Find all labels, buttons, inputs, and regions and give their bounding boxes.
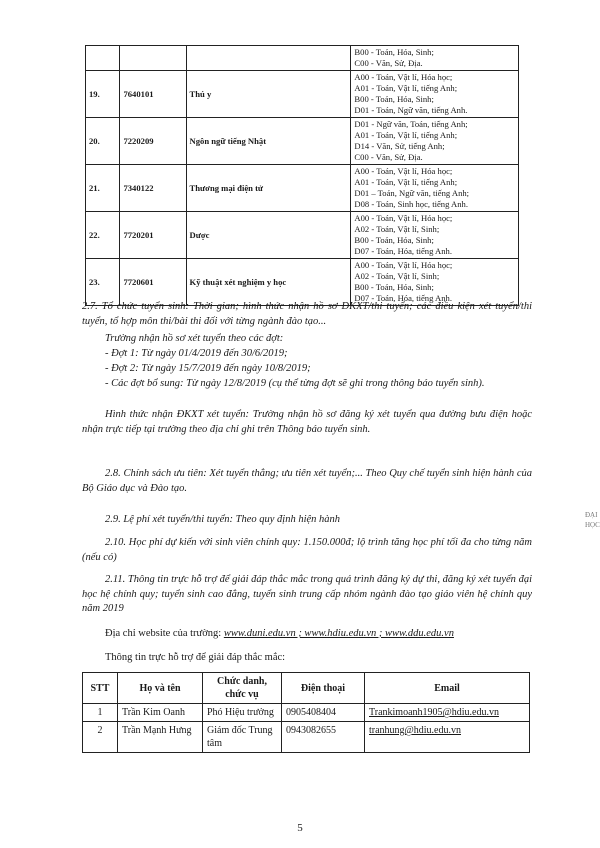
major-stt: 19. [86,71,120,118]
major-row [86,118,519,165]
major-code: 7720601 [120,259,186,306]
contact-stt: 2 [83,722,118,753]
subject-combination: A00 - Toán, Vật lí, Hóa học; [354,166,453,176]
section-2-8: 2.8. Chính sách ưu tiên: Xét tuyển thẳng; ưu tiên xét tuyển;... Theo Quy chế tuyển sinh hiện hành của Bộ Giáo dục và Đào tạo. [82,468,532,494]
header-name: Họ và tên [118,673,203,704]
section-2-9: 2.9. Lệ phí xét tuyển/thi tuyển: Theo quy định hiện hành [105,514,341,525]
major-name: Thương mại điện tử [186,165,351,212]
website-line [82,627,532,642]
contacts-header-row [83,673,530,704]
subject-combination: A02 - Toán, Vật lí, Sinh; [354,271,440,281]
header-position: Chức danh, chức vụ [203,673,282,704]
major-code: 7640101 [120,71,186,118]
subject-combination: B00 - Toán, Hóa, Sinh; [354,47,434,57]
subject-combination: B00 - Toán, Hóa, Sinh; [354,282,434,292]
subject-combination: C00 - Văn, Sử, Địa. [354,58,423,68]
contact-position: Phó Hiệu trưởng [203,704,282,722]
subject-combination: A01 - Toán, Vật lí, tiếng Anh; [354,130,458,140]
contact-name: Trần Mạnh Hưng [118,722,203,753]
subject-combination: A01 - Toán, Vật lí, tiếng Anh; [354,83,458,93]
major-name: Ngôn ngữ tiếng Nhật [186,118,351,165]
majors-table [85,45,519,306]
contacts-table [82,672,530,753]
major-combinations [351,212,519,259]
major-combinations [351,118,519,165]
intake-round-extra: - Các đợt bổ sung: Từ ngày 12/8/2019 (cụ thể từng đợt sẽ ghi trong thông báo tuyển sinh). [105,378,485,389]
contact-stt: 1 [83,704,118,722]
major-code: 7340122 [120,165,186,212]
application-method: Hình thức nhận ĐKXT xét tuyển: Trường nhận hồ sơ đăng ký xét tuyển qua đường bưu điện hoặc nhận trực tiếp tại trường theo địa chỉ ghi trên Thông báo tuyển sinh. [82,409,532,435]
major-combinations [351,46,519,71]
subject-combination: D07 - Toán, Hóa, tiếng Anh. [354,246,452,256]
major-code [120,46,186,71]
subject-combination: B00 - Toán, Hóa, Sinh; [354,235,434,245]
major-name: Kỹ thuật xét nghiệm y học [186,259,351,306]
support-label: Thông tin trực hỗ trợ để giải đáp thắc mắc: [105,652,286,663]
major-stt: 20. [86,118,120,165]
contact-row [83,704,530,722]
subject-combination: B00 - Toán, Hóa, Sinh; [354,94,434,104]
subject-combination: D01 – Toán, Ngữ văn, tiếng Anh; [354,188,470,198]
header-stt: STT [83,673,118,704]
header-phone: Điện thoại [282,673,365,704]
subject-combination: D01 - Toán, Ngữ văn, tiếng Anh. [354,105,468,115]
major-stt: 21. [86,165,120,212]
contact-email[interactable]: tranhung@hdiu.edu.vn [365,722,530,753]
major-stt [86,46,120,71]
contact-name: Trần Kim Oanh [118,704,203,722]
subject-combination: A00 - Toán, Vật lí, Hóa học; [354,213,453,223]
margin-annotation: ĐẠI HỌC [585,511,600,529]
contact-phone: 0943082655 [282,722,365,753]
major-row [86,71,519,118]
subject-combination: D08 - Toán, Sinh học, tiếng Anh. [354,199,468,209]
major-row [86,259,519,306]
major-name [186,46,351,71]
subject-combination: D07 - Toán, Hóa, tiếng Anh. [354,293,452,303]
major-row [86,46,519,71]
contact-row [83,722,530,753]
major-combinations [351,71,519,118]
subject-combination: A00 - Toán, Vật lí, Hóa học; [354,260,453,270]
major-stt: 22. [86,212,120,259]
major-code: 7220209 [120,118,186,165]
major-combinations [351,259,519,306]
major-combinations [351,165,519,212]
intake-round-1: - Đợt 1: Từ ngày 01/4/2019 đến 30/6/2019; [105,348,288,359]
subject-combination: A01 - Toán, Vật lí, tiếng Anh; [354,177,458,187]
subject-combination: C00 - Văn, Sử, Địa. [354,152,423,162]
subject-combination: D01 - Ngữ văn, Toán, tiếng Anh; [354,119,468,129]
section-2-10: 2.10. Học phí dự kiến với sinh viên chính quy: 1.150.000đ; lộ trình tăng học phí tối đa cho từng năm (nếu có) [82,537,532,563]
contact-position: Giám đốc Trung tâm [203,722,282,753]
major-name: Dược [186,212,351,259]
major-name: Thú y [186,71,351,118]
subject-combination: A00 - Toán, Vật lí, Hóa học; [354,72,453,82]
subject-combination: A02 - Toán, Vật lí, Sinh; [354,224,440,234]
website-label: Địa chỉ website của trường: [105,628,224,639]
section-2-11: 2.11. Thông tin trực hỗ trợ để giải đáp thắc mắc trong quá trình đăng ký dự thi, đăng ký xét tuyển đại học hệ chính quy; tuyển sinh cao đẳng, tuyển sinh trung cấp nhóm ngành đào tạo giáo viên hệ chính quy năm 2019 [82,574,532,614]
page-number: 5 [297,822,303,834]
website-links[interactable]: www.duni.edu.vn ; www.hdiu.edu.vn ; www.ddu.edu.vn [223,628,454,639]
header-email: Email [365,673,530,704]
major-row [86,212,519,259]
intake-round-2: - Đợt 2: Từ ngày 15/7/2019 đến ngày 10/8/2019; [105,363,311,374]
major-row [86,165,519,212]
intake-intro: Trường nhận hồ sơ xét tuyển theo các đợt: [105,333,284,344]
contact-email[interactable]: Trankimoanh1905@hdiu.edu.vn [365,704,530,722]
major-stt: 23. [86,259,120,306]
subject-combination: D14 - Văn, Sử, tiếng Anh; [354,141,445,151]
section-2-7: 2.7. Tổ chức tuyển sinh: Thời gian; hình thức nhận hồ sơ ĐKXT/thi tuyển; các điều kiện xét tuyển/thi tuyển, tổ hợp môn thi/bài thi đối với từng ngành đào tạo... [82,301,532,327]
contact-phone: 0905408404 [282,704,365,722]
major-code: 7720201 [120,212,186,259]
